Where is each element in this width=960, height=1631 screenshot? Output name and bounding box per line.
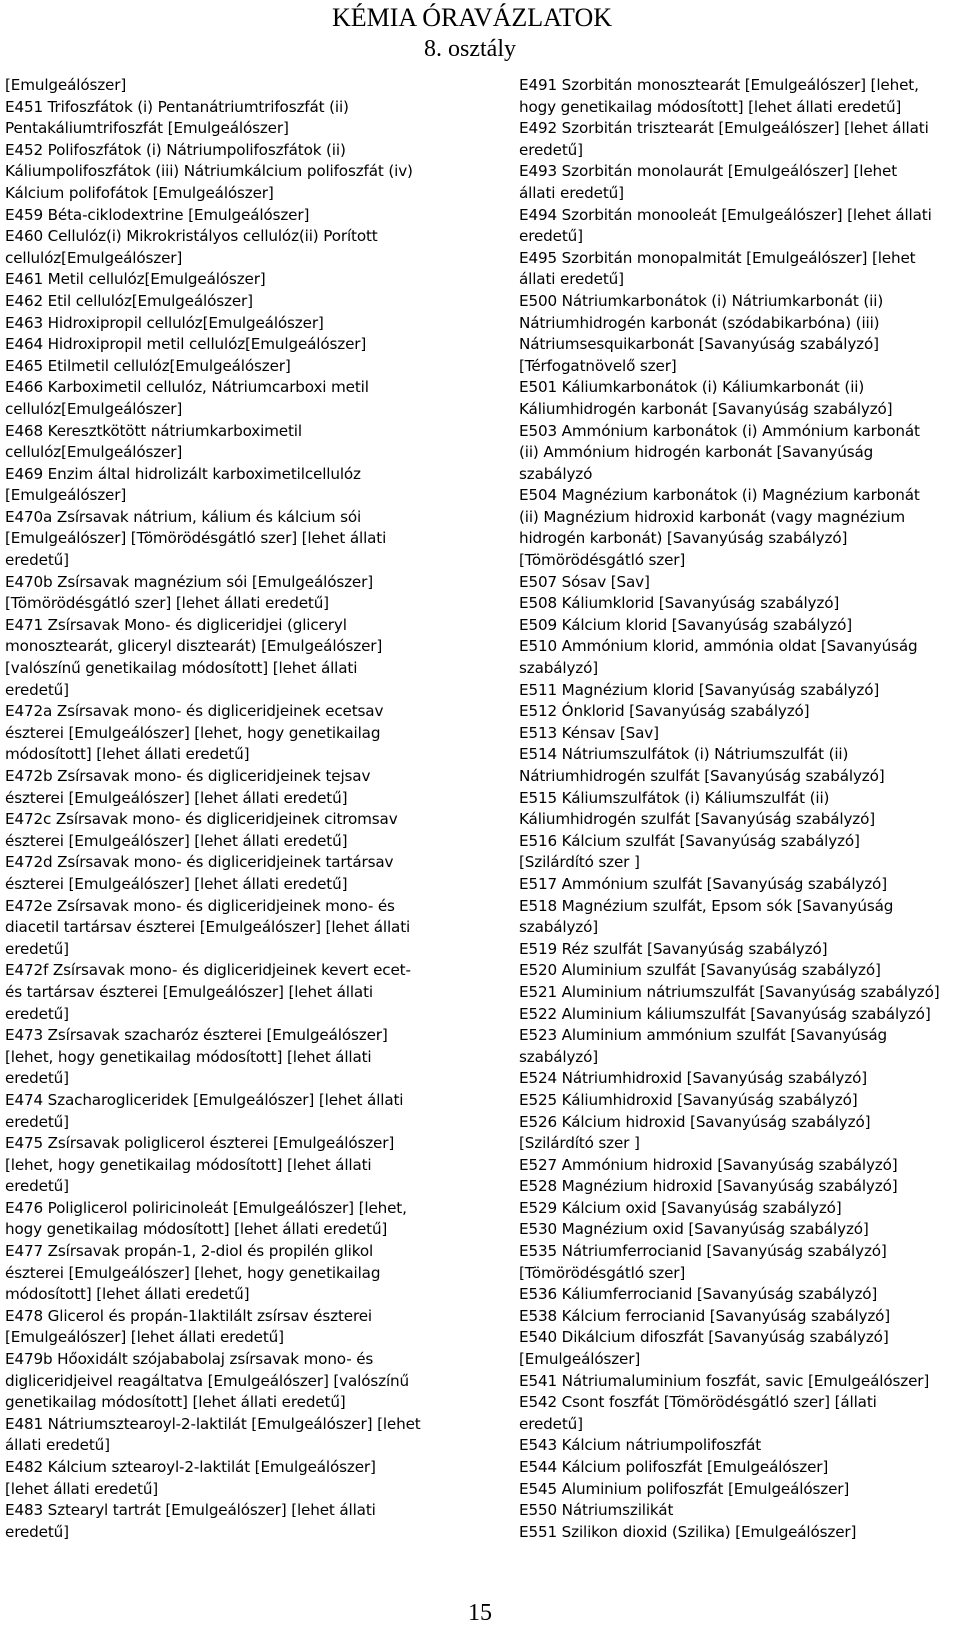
text-line: szabályzó [519,464,593,483]
text-line: E472c Zsírsavak mono- és digliceridjeinek citromsav [5,810,398,829]
text-line: [lehet, hogy genetikailag módosított] [lehet állati [5,1047,372,1066]
text-line: monosztearát, gliceryl disztearát) [Emulgeálószer] [5,637,383,656]
text-line: E500 Nátriumkarbonátok (i) Nátriumkarbonát (ii) [519,291,884,310]
text-line: E466 Karboximetil cellulóz, Nátriumcarboxi metil [5,378,369,397]
text-line: Kálcium polifofátok [Emulgeálószer] [5,183,274,202]
text-line: E542 Csont foszfát [Tömörödésgátló szer] [állati [519,1393,877,1412]
text-line: E470b Zsírsavak magnézium sói [Emulgeálószer] [5,572,373,591]
text-line: E476 Poliglicerol poliricinoleát [Emulgeálószer] [lehet, [5,1198,407,1217]
text-line: E468 Keresztkötött nátriumkarboximetil [5,421,302,440]
page-title: KÉMIA ÓRAVÁZLATOK [332,3,612,32]
text-line: (ii) Ammónium hidrogén karbonát [Savanyúság [519,443,874,462]
text-line: [Szilárdító szer ] [519,1134,640,1153]
text-line: eredetű] [5,1069,69,1088]
text-line: E491 Szorbitán monosztearát [Emulgeálószer] [lehet, [519,76,919,94]
text-line: észterei [Emulgeálószer] [lehet, hogy genetikailag [5,723,381,742]
text-line: E527 Ammónium hidroxid [Savanyúság szabályzó] [519,1155,898,1174]
text-line: Pentakáliumtrifoszfát [Emulgeálószer] [5,119,289,138]
text-line: E483 Sztearyl tartrát [Emulgeálószer] [lehet állati [5,1501,376,1520]
text-line: eredetű] [5,1177,69,1196]
text-line: E509 Kálcium klorid [Savanyúság szabályzó] [519,615,853,634]
text-line: E508 Káliumklorid [Savanyúság szabályzó] [519,594,840,613]
text-line: E530 Magnézium oxid [Savanyúság szabályzó] [519,1220,869,1239]
text-line: E459 Béta-ciklodextrine [Emulgeálószer] [5,205,310,224]
text-line: és tartársav észterei [Emulgeálószer] [lehet állati [5,982,373,1001]
text-line: E479b Hőoxidált szójababolaj zsírsavak mono- és [5,1350,374,1369]
text-line: genetikailag módosított] [lehet állati eredetű] [5,1393,346,1412]
text-line: szabályzó] [519,659,599,678]
text-line: E452 Polifoszfátok (i) Nátriumpolifoszfátok (ii) [5,140,346,159]
text-line: E528 Magnézium hidroxid [Savanyúság szabályzó] [519,1177,898,1196]
text-line: E540 Dikálcium difoszfát [Savanyúság szabályzó] [519,1328,889,1347]
text-line: E550 Nátriumszilikát [519,1501,674,1520]
text-line: E545 Aluminium polifoszfát [Emulgeálószer] [519,1479,850,1498]
text-line: E514 Nátriumszulfátok (i) Nátriumszulfát (ii) [519,745,849,764]
text-line: eredetű] [5,1112,69,1131]
text-line: E463 Hidroxipropil cellulóz[Emulgeálószer] [5,313,324,332]
text-line: E521 Aluminium nátriumszulfát [Savanyúság szabályzó] [519,982,940,1001]
text-line: E464 Hidroxipropil metil cellulóz[Emulgeálószer] [5,335,367,354]
text-line: E495 Szorbitán monopalmitát [Emulgeálószer] [lehet [519,248,916,267]
text-line: E513 Kénsav [Sav] [519,723,659,742]
text-line: E538 Kálcium ferrocianid [Savanyúság szabályzó] [519,1306,891,1325]
text-line: [Emulgeálószer] [lehet állati eredetű] [5,1328,284,1347]
text-line: észterei [Emulgeálószer] [lehet állati eredetű] [5,788,348,807]
text-line: állati eredetű] [519,270,624,289]
text-line: hidrogén karbonát) [Savanyúság szabályzó] [519,529,848,548]
text-line: [Emulgeálószer] [5,76,127,94]
text-line: E510 Ammónium klorid, ammónia oldat [Savanyúság [519,637,918,656]
text-line: [Emulgeálószer] [Tömörödésgátló szer] [lehet állati [5,529,387,548]
text-line: [Térfogatnövelő szer] [519,356,677,375]
text-line: [Emulgeálószer] [519,1350,641,1369]
text-line: E535 Nátriumferrocianid [Savanyúság szabályzó] [519,1242,887,1261]
text-line: Káliumhidrogén szulfát [Savanyúság szabályzó] [519,810,876,829]
text-line: E477 Zsírsavak propán-1, 2-diol és propilén glikol [5,1242,374,1261]
text-line: E529 Kálcium oxid [Savanyúság szabályzó] [519,1198,842,1217]
text-line: E517 Ammónium szulfát [Savanyúság szabályzó] [519,874,887,893]
text-line: E474 Szacharogliceridek [Emulgeálószer] [lehet állati [5,1090,404,1109]
text-line: E492 Szorbitán trisztearát [Emulgeálószer] [lehet állati [519,119,929,138]
text-line: E512 Ónklorid [Savanyúság szabályzó] [519,702,810,721]
text-line: szabályzó] [519,918,599,937]
right-text-column [519,75,957,1543]
text-line: E478 Glicerol és propán-1laktilált zsírsav észterei [5,1306,372,1325]
text-line: E471 Zsírsavak Mono- és digliceridjei (gliceryl [5,615,347,634]
text-line: Káliumpolifoszfátok (iii) Nátriumkálcium polifoszfát (iv) [5,162,413,181]
page-subtitle: 8. osztály [424,36,516,62]
text-line: észterei [Emulgeálószer] [lehet, hogy genetikailag [5,1263,381,1282]
text-line: [Szilárdító szer ] [519,853,640,872]
text-line: [Tömörödésgátló szer] [519,551,686,570]
text-line: Káliumhidrogén karbonát [Savanyúság szabályzó] [519,399,893,418]
text-line: E472f Zsírsavak mono- és digliceridjeinek kevert ecet- [5,961,411,980]
text-line: [Tömörödésgátló szer] [lehet állati eredetű] [5,594,329,613]
text-line: E523 Aluminium ammónium szulfát [Savanyúság [519,1026,888,1045]
text-line: E524 Nátriumhidroxid [Savanyúság szabályzó] [519,1069,867,1088]
text-line: E493 Szorbitán monolaurát [Emulgeálószer] [lehet [519,162,898,181]
text-line: észterei [Emulgeálószer] [lehet állati eredetű] [5,874,348,893]
text-line: [lehet, hogy genetikailag módosított] [lehet állati [5,1155,372,1174]
text-line: E544 Kálcium polifoszfát [Emulgeálószer] [519,1458,829,1476]
text-line: E472d Zsírsavak mono- és digliceridjeinek tartársav [5,853,394,872]
text-line: E503 Ammónium karbonátok (i) Ammónium karbonát [519,421,920,440]
text-line: módosított] [lehet állati eredetű] [5,745,250,764]
text-line: eredetű] [5,680,69,699]
text-line: [valószínű genetikailag módosított] [lehet állati [5,659,358,678]
text-line: eredetű] [5,1522,69,1541]
text-line: szabályzó] [519,1047,599,1066]
text-line: E515 Káliumszulfátok (i) Káliumszulfát (ii) [519,788,830,807]
text-line: E475 Zsírsavak poliglicerol észterei [Emulgeálószer] [5,1134,395,1153]
text-line: diacetil tartársav észterei [Emulgeálószer] [lehet állati [5,918,411,937]
text-line: E501 Káliumkarbonátok (i) Káliumkarbonát (ii) [519,378,865,397]
text-line: eredetű] [519,227,583,246]
text-line: E470a Zsírsavak nátrium, kálium és kálcium sói [5,507,362,526]
text-line: E461 Metil cellulóz[Emulgeálószer] [5,270,266,289]
text-line: E525 Káliumhidroxid [Savanyúság szabályzó] [519,1090,858,1109]
text-line: E462 Etil cellulóz[Emulgeálószer] [5,291,253,310]
text-line: E465 Etilmetil cellulóz[Emulgeálószer] [5,356,291,375]
text-line: E473 Zsírsavak szacharóz észterei [Emulgeálószer] [5,1026,388,1045]
text-line: Nátriumsesquikarbonát [Savanyúság szabályzó] [519,335,879,354]
text-line: E536 Káliumferrocianid [Savanyúság szabályzó] [519,1285,878,1304]
text-line: eredetű] [5,1004,69,1023]
text-line: észterei [Emulgeálószer] [lehet állati eredetű] [5,831,348,850]
text-line: E504 Magnézium karbonátok (i) Magnézium karbonát [519,486,920,505]
text-line: állati eredetű] [5,1436,110,1455]
text-line: E494 Szorbitán monooleát [Emulgeálószer] [lehet állati [519,205,932,224]
text-line: hogy genetikailag módosított] [lehet állati eredetű] [5,1220,388,1239]
text-line: E472b Zsírsavak mono- és digliceridjeinek tejsav [5,767,371,785]
text-line: E516 Kálcium szulfát [Savanyúság szabályzó] [519,831,860,850]
text-line: E469 Enzim által hidrolizált karboximetilcellulóz [5,464,361,483]
text-line: E551 Szilikon dioxid (Szilika) [Emulgeálószer] [519,1522,857,1541]
text-line: cellulóz[Emulgeálószer] [5,248,183,267]
text-line: [lehet állati eredetű] [5,1479,159,1498]
text-line: E472e Zsírsavak mono- és digliceridjeinek mono- és [5,896,395,915]
page-number: 15 [468,1600,492,1626]
text-line: E460 Cellulóz(i) Mikrokristályos cellulóz(ii) Porított [5,227,378,246]
text-line: E481 Nátriumsztearoyl-2-laktilát [Emulgeálószer] [lehet [5,1414,421,1433]
left-text-column [5,75,475,1543]
text-line: hogy genetikailag módosított] [lehet állati eredetű] [519,97,902,116]
text-line: eredetű] [5,939,69,958]
text-line: E472a Zsírsavak mono- és digliceridjeinek ecetsav [5,702,384,721]
text-line: eredetű] [5,551,69,570]
text-line: E518 Magnézium szulfát, Epsom sók [Savanyúság [519,896,894,915]
text-line: (ii) Magnézium hidroxid karbonát (vagy magnézium [519,507,905,526]
text-line: E522 Aluminium káliumszulfát [Savanyúság szabályzó] [519,1004,931,1023]
text-line: Nátriumhidrogén karbonát (szódabikarbóna) (iii) [519,313,880,332]
text-line: eredetű] [519,1414,583,1433]
text-line: E511 Magnézium klorid [Savanyúság szabályzó] [519,680,880,699]
text-line: cellulóz[Emulgeálószer] [5,399,183,418]
text-line: E482 Kálcium sztearoyl-2-laktilát [Emulgeálószer] [5,1458,376,1476]
text-line: E541 Nátriumaluminium foszfát, savic [Emulgeálószer] [519,1371,930,1390]
text-line: állati eredetű] [519,183,624,202]
text-line: cellulóz[Emulgeálószer] [5,443,183,462]
text-line: E526 Kálcium hidroxid [Savanyúság szabályzó] [519,1112,871,1131]
text-line: eredetű] [519,140,583,159]
text-line: E519 Réz szulfát [Savanyúság szabályzó] [519,939,828,958]
text-line: [Emulgeálószer] [5,486,127,505]
text-line: E507 Sósav [Sav] [519,572,650,591]
text-line: E451 Trifoszfátok (i) Pentanátriumtrifoszfát (ii) [5,97,349,116]
text-line: digliceridjeivel reagáltatva [Emulgeálószer] [valószínű [5,1371,409,1390]
text-line: E543 Kálcium nátriumpolifoszfát [519,1436,762,1455]
text-line: módosított] [lehet állati eredetű] [5,1285,250,1304]
text-line: E520 Aluminium szulfát [Savanyúság szabályzó] [519,961,881,980]
text-line: Nátriumhidrogén szulfát [Savanyúság szabályzó] [519,767,885,785]
text-line: [Tömörödésgátló szer] [519,1263,686,1282]
